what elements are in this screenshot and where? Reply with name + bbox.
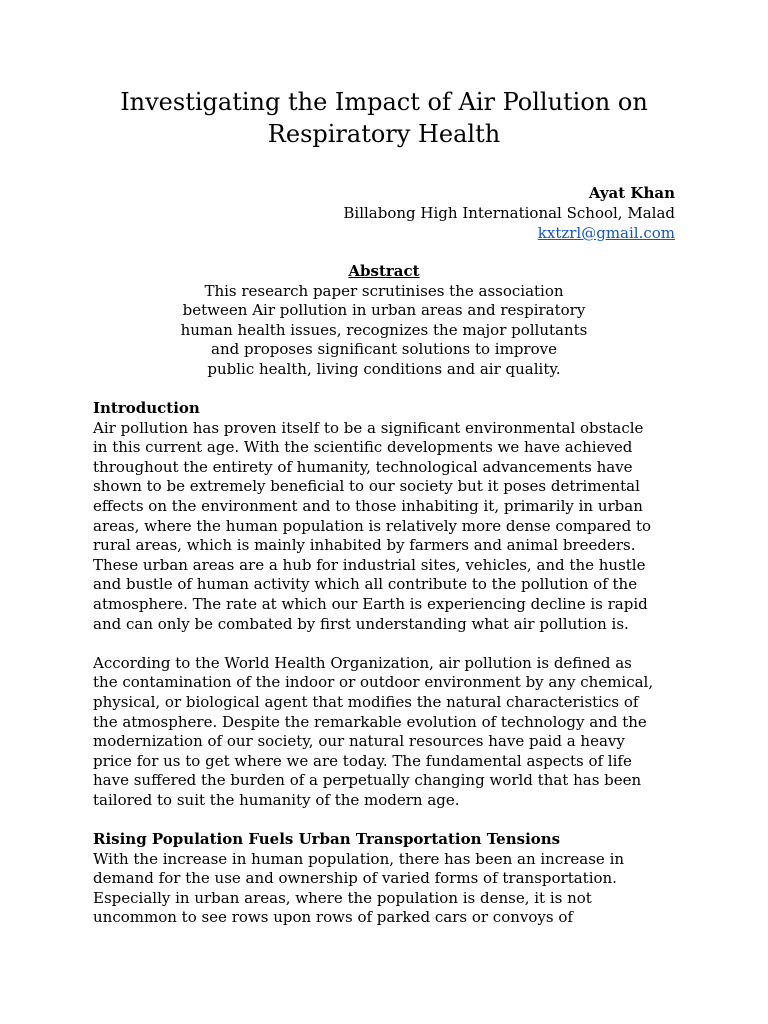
body-line: demand for the use and ownership of varied forms of transportation.	[93, 869, 617, 888]
abstract-section	[168, 262, 600, 380]
author-name: Ayat Khan	[588, 184, 675, 202]
author-block	[343, 183, 675, 243]
author-email-link[interactable]: kxtzrl@gmail.com	[537, 224, 675, 242]
body-line: in this current age. With the scientific developments we have achieved	[93, 438, 633, 457]
body-line: effects on the environment and to those inhabiting it, primarily in urban	[93, 496, 643, 515]
introduction-paragraph-1	[93, 419, 693, 635]
body-line: tailored to suit the humanity of the modern age.	[93, 790, 460, 809]
body-line: and bustle of human activity which all contribute to the pollution of the	[93, 575, 638, 594]
body-line: the atmosphere. Despite the remarkable evolution of technology and the	[93, 712, 647, 731]
abstract-line: This research paper scrutinises the association	[204, 281, 564, 300]
abstract-heading: Abstract	[348, 262, 420, 280]
paper-title	[60, 86, 708, 150]
transportation-heading: Rising Population Fuels Urban Transportation Tensions	[93, 830, 561, 848]
abstract-line: human health issues, recognizes the major pollutants	[180, 320, 588, 339]
body-line: modernization of our society, our natural resources have paid a heavy	[93, 732, 625, 751]
body-line: throughout the entirety of humanity, technological advancements have	[93, 457, 633, 476]
transportation-section	[93, 830, 693, 928]
body-line: and can only be combated by first understanding what air pollution is.	[93, 614, 629, 633]
introduction-section	[93, 399, 693, 810]
body-line: Air pollution has proven itself to be a significant environmental obstacle	[93, 418, 644, 437]
body-line: have suffered the burden of a perpetually changing world that has been	[93, 771, 642, 790]
body-line: These urban areas are a hub for industrial sites, vehicles, and the hustle	[93, 555, 646, 574]
body-line: rural areas, which is mainly inhabited by farmers and animal breeders.	[93, 536, 636, 555]
body-line: price for us to get where we are today. The fundamental aspects of life	[93, 751, 632, 770]
author-affiliation: Billabong High International School, Malad	[343, 204, 675, 222]
body-line: atmosphere. The rate at which our Earth is experiencing decline is rapid	[93, 594, 648, 613]
body-line: areas, where the human population is relatively more dense compared to	[93, 516, 652, 535]
body-line: shown to be extremely beneficial to our society but it poses detrimental	[93, 477, 640, 496]
abstract-line: between Air pollution in urban areas and respiratory	[182, 301, 586, 320]
body-line: According to the World Health Organization, air pollution is defined as	[93, 653, 632, 672]
body-line: the contamination of the indoor or outdoor environment by any chemical,	[93, 673, 654, 692]
introduction-paragraph-2	[93, 654, 693, 811]
abstract-line: and proposes significant solutions to improve	[211, 340, 557, 359]
title-line: Respiratory Health	[267, 120, 501, 148]
body-line: Especially in urban areas, where the population is dense, it is not	[93, 888, 592, 907]
body-line: physical, or biological agent that modifies the natural characteristics of	[93, 692, 639, 711]
body-line: uncommon to see rows upon rows of parked cars or convoys of	[93, 908, 573, 927]
abstract-line: public health, living conditions and air quality.	[207, 359, 561, 378]
introduction-heading: Introduction	[93, 399, 200, 417]
title-line: Investigating the Impact of Air Pollution on	[120, 88, 648, 116]
body-line: With the increase in human population, there has been an increase in	[93, 849, 625, 868]
